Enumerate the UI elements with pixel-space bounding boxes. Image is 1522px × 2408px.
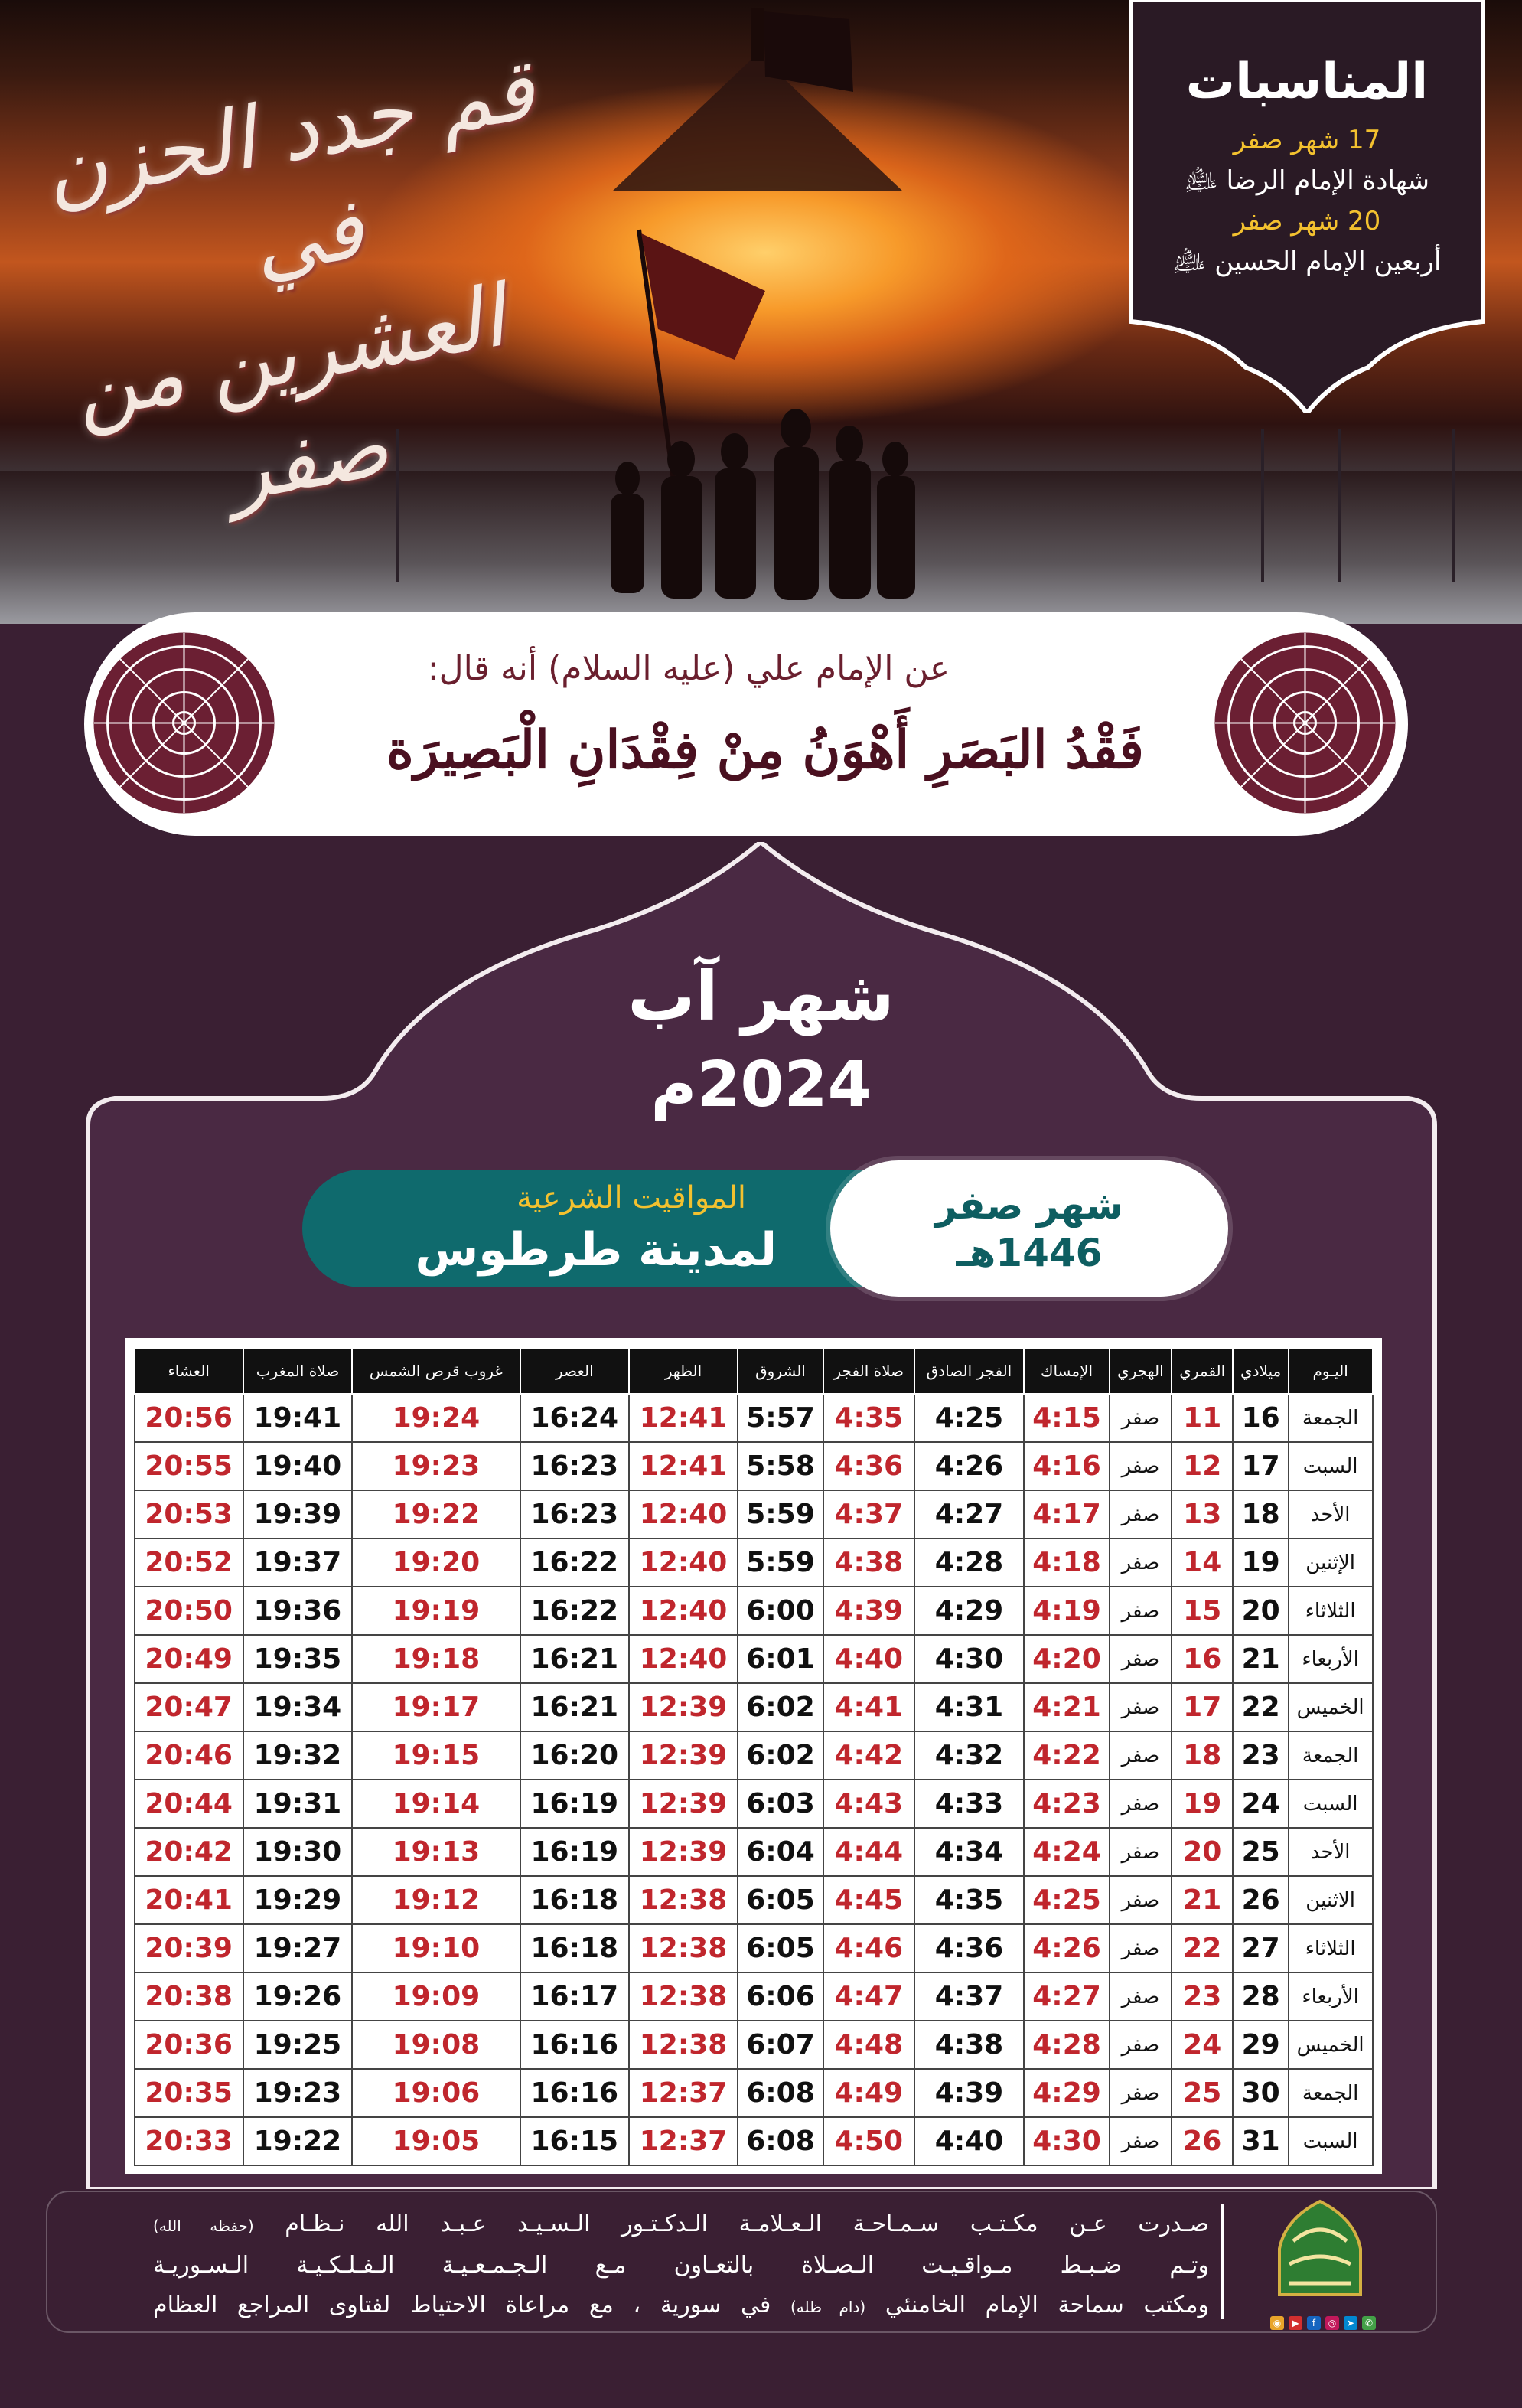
table-cell: 19:12 bbox=[352, 1876, 520, 1924]
occasion-date-1: 17 شهر صفر bbox=[1233, 125, 1381, 155]
table-cell: 19:24 bbox=[352, 1394, 520, 1442]
table-cell: 20:46 bbox=[135, 1731, 243, 1780]
table-cell: 17 bbox=[1172, 1683, 1234, 1731]
table-cell: 19:15 bbox=[352, 1731, 520, 1780]
table-row bbox=[135, 1924, 1373, 1972]
table-cell: الأربعاء bbox=[1289, 1635, 1373, 1683]
table-cell: صفر bbox=[1110, 1828, 1172, 1876]
table-cell: الثلاثاء bbox=[1289, 1587, 1373, 1635]
table-cell: 4:36 bbox=[823, 1442, 914, 1490]
table-cell: 19:20 bbox=[352, 1538, 520, 1587]
table-cell: 4:41 bbox=[823, 1683, 914, 1731]
footer-text bbox=[153, 2204, 1209, 2327]
table-cell: 19:36 bbox=[243, 1587, 352, 1635]
table-cell: 16:24 bbox=[520, 1394, 629, 1442]
table-cell: 6:06 bbox=[738, 1972, 823, 2021]
table-cell: 4:28 bbox=[1024, 2021, 1110, 2069]
table-cell: 16:21 bbox=[520, 1683, 629, 1731]
prayer-times-table-container bbox=[125, 1338, 1382, 2174]
table-cell: السبت bbox=[1289, 1442, 1373, 1490]
table-cell: 19:29 bbox=[243, 1876, 352, 1924]
table-cell: 24 bbox=[1172, 2021, 1234, 2069]
table-cell: 20 bbox=[1233, 1587, 1288, 1635]
table-cell: 4:31 bbox=[914, 1683, 1024, 1731]
table-cell: 4:26 bbox=[1024, 1924, 1110, 1972]
occasions-title: المناسبات bbox=[1185, 54, 1429, 110]
table-cell: 5:58 bbox=[738, 1442, 823, 1490]
table-cell: 20:53 bbox=[135, 1490, 243, 1538]
occasions-card bbox=[1116, 0, 1498, 413]
table-cell: 19:30 bbox=[243, 1828, 352, 1876]
table-cell: 4:25 bbox=[1024, 1876, 1110, 1924]
table-cell: 26 bbox=[1172, 2117, 1234, 2165]
table-cell: 16:18 bbox=[520, 1924, 629, 1972]
table-cell: 4:37 bbox=[823, 1490, 914, 1538]
column-header: غروب قرص الشمس bbox=[352, 1348, 520, 1394]
table-cell: 4:43 bbox=[823, 1780, 914, 1828]
table-cell: 6:02 bbox=[738, 1683, 823, 1731]
table-cell: 19:32 bbox=[243, 1731, 352, 1780]
table-cell: 20:41 bbox=[135, 1876, 243, 1924]
table-cell: 19:22 bbox=[243, 2117, 352, 2165]
table-cell: 16:19 bbox=[520, 1828, 629, 1876]
prayer-times-table bbox=[134, 1347, 1374, 2166]
table-cell: 4:19 bbox=[1024, 1587, 1110, 1635]
table-cell: 12:39 bbox=[629, 1683, 738, 1731]
table-cell: 21 bbox=[1172, 1876, 1234, 1924]
hijri-badge bbox=[830, 1160, 1228, 1297]
table-cell: 6:08 bbox=[738, 2069, 823, 2117]
occasion-date-2: 20 شهر صفر bbox=[1233, 206, 1381, 237]
table-cell: 19:18 bbox=[352, 1635, 520, 1683]
table-cell: الاثنين bbox=[1289, 1876, 1373, 1924]
table-cell: 4:32 bbox=[914, 1731, 1024, 1780]
footer-line-2: وتـم ضـبـط مـواقـيـت الـصـلاة بالتعـاون مـع الـجـمـعـيـة الـفـلـكـيـة الـسـوريـة bbox=[153, 2252, 1209, 2279]
table-cell: 12:41 bbox=[629, 1394, 738, 1442]
table-cell: 6:03 bbox=[738, 1780, 823, 1828]
table-cell: 19:09 bbox=[352, 1972, 520, 2021]
youtube-icon[interactable]: ▶ bbox=[1289, 2316, 1302, 2330]
table-cell: 24 bbox=[1233, 1780, 1288, 1828]
column-header: ميلادي bbox=[1233, 1348, 1288, 1394]
table-cell: 12:38 bbox=[629, 1972, 738, 2021]
table-cell: 20:33 bbox=[135, 2117, 243, 2165]
table-cell: الجمعة bbox=[1289, 1394, 1373, 1442]
table-cell: صفر bbox=[1110, 1587, 1172, 1635]
calligraphy-line-1: قم جدد الحزن في bbox=[37, 39, 542, 295]
table-cell: 6:02 bbox=[738, 1731, 823, 1780]
table-cell: 4:24 bbox=[1024, 1828, 1110, 1876]
telegram-icon[interactable]: ➤ bbox=[1344, 2316, 1357, 2330]
table-cell: 11 bbox=[1172, 1394, 1234, 1442]
hijri-year: 1446هـ bbox=[956, 1231, 1103, 1275]
table-body bbox=[135, 1394, 1373, 2165]
table-cell: 19:34 bbox=[243, 1683, 352, 1731]
table-cell: 16:19 bbox=[520, 1780, 629, 1828]
footer-note-2: (دام ظله) bbox=[790, 2298, 866, 2316]
table-cell: 4:34 bbox=[914, 1828, 1024, 1876]
table-cell: 16 bbox=[1172, 1635, 1234, 1683]
table-cell: 19:10 bbox=[352, 1924, 520, 1972]
city-name: لمدينة طرطوس bbox=[415, 1223, 777, 1277]
table-cell: 12:40 bbox=[629, 1538, 738, 1587]
table-cell: 4:36 bbox=[914, 1924, 1024, 1972]
table-cell: السبت bbox=[1289, 2117, 1373, 2165]
table-cell: 19 bbox=[1172, 1780, 1234, 1828]
table-row bbox=[135, 1442, 1373, 1490]
table-cell: 23 bbox=[1233, 1731, 1288, 1780]
table-cell: 19:14 bbox=[352, 1780, 520, 1828]
footer-divider bbox=[1221, 2204, 1224, 2319]
table-cell: 4:37 bbox=[914, 1972, 1024, 2021]
table-header-row bbox=[135, 1348, 1373, 1394]
table-cell: 20:38 bbox=[135, 1972, 243, 2021]
table-cell: 6:05 bbox=[738, 1924, 823, 1972]
table-cell: 4:26 bbox=[914, 1442, 1024, 1490]
table-cell: 12:37 bbox=[629, 2117, 738, 2165]
table-cell: 18 bbox=[1233, 1490, 1288, 1538]
table-cell: الخميس bbox=[1289, 1683, 1373, 1731]
table-cell: 4:16 bbox=[1024, 1442, 1110, 1490]
table-cell: 23 bbox=[1172, 1972, 1234, 2021]
table-cell: 12:37 bbox=[629, 2069, 738, 2117]
table-cell: 19:08 bbox=[352, 2021, 520, 2069]
table-row bbox=[135, 1683, 1373, 1731]
table-cell: 12:40 bbox=[629, 1490, 738, 1538]
table-cell: 22 bbox=[1233, 1683, 1288, 1731]
table-cell: 19:19 bbox=[352, 1587, 520, 1635]
instagram-icon[interactable]: ◎ bbox=[1325, 2316, 1339, 2330]
table-row bbox=[135, 1876, 1373, 1924]
table-cell: 4:44 bbox=[823, 1828, 914, 1876]
table-cell: 4:17 bbox=[1024, 1490, 1110, 1538]
occasion-event-2: أربعين الإمام الحسين ﵇ bbox=[1172, 246, 1442, 277]
table-cell: صفر bbox=[1110, 1972, 1172, 2021]
table-cell: صفر bbox=[1110, 1731, 1172, 1780]
table-cell: صفر bbox=[1110, 2069, 1172, 2117]
column-header: العصر bbox=[520, 1348, 629, 1394]
table-cell: 12:39 bbox=[629, 1780, 738, 1828]
table-cell: 22 bbox=[1172, 1924, 1234, 1972]
table-cell: 20:50 bbox=[135, 1587, 243, 1635]
table-cell: الخميس bbox=[1289, 2021, 1373, 2069]
table-cell: 12:39 bbox=[629, 1828, 738, 1876]
table-cell: 4:40 bbox=[914, 2117, 1024, 2165]
table-cell: 16:21 bbox=[520, 1635, 629, 1683]
column-header: القمري bbox=[1172, 1348, 1234, 1394]
table-cell: 19:06 bbox=[352, 2069, 520, 2117]
table-cell: 4:28 bbox=[914, 1538, 1024, 1587]
table-row bbox=[135, 2117, 1373, 2165]
table-cell: 25 bbox=[1233, 1828, 1288, 1876]
table-cell: 19:26 bbox=[243, 1972, 352, 2021]
table-cell: الأربعاء bbox=[1289, 1972, 1373, 2021]
quote-text: فَقْدُ البَصَرِ أَهْوَنُ مِنْ فِقْدَانِ الْبَصِيرَة bbox=[386, 719, 1144, 781]
table-cell: 4:47 bbox=[823, 1972, 914, 2021]
table-cell: 16:16 bbox=[520, 2069, 629, 2117]
table-cell: 4:46 bbox=[823, 1924, 914, 1972]
table-cell: 19:40 bbox=[243, 1442, 352, 1490]
column-header: الظهر bbox=[629, 1348, 738, 1394]
table-cell: صفر bbox=[1110, 1442, 1172, 1490]
table-row bbox=[135, 1587, 1373, 1635]
table-cell: 4:27 bbox=[1024, 1972, 1110, 2021]
table-row bbox=[135, 1635, 1373, 1683]
table-cell: 20:52 bbox=[135, 1538, 243, 1587]
table-cell: 30 bbox=[1233, 2069, 1288, 2117]
table-cell: 12:40 bbox=[629, 1587, 738, 1635]
table-cell: 19:17 bbox=[352, 1683, 520, 1731]
footer-line-3: ومكتب سماحة الإمام الخامنئي (دام ظله) في سورية ، مع مراعاة الاحتياط لفتاوى المراجع العظام bbox=[153, 2292, 1209, 2318]
table-cell: 26 bbox=[1233, 1876, 1288, 1924]
table-cell: الجمعة bbox=[1289, 1731, 1373, 1780]
table-cell: 16:16 bbox=[520, 2021, 629, 2069]
table-row bbox=[135, 1731, 1373, 1780]
hero-calligraphy bbox=[31, 39, 566, 521]
month-title: شهر آب bbox=[627, 957, 895, 1036]
table-cell: صفر bbox=[1110, 1683, 1172, 1731]
table-cell: 20:44 bbox=[135, 1780, 243, 1828]
table-cell: 4:23 bbox=[1024, 1780, 1110, 1828]
month-year: 2024م bbox=[650, 1049, 872, 1121]
table-cell: الجمعة bbox=[1289, 2069, 1373, 2117]
table-cell: صفر bbox=[1110, 1538, 1172, 1587]
table-cell: 20:49 bbox=[135, 1635, 243, 1683]
table-cell: 19:05 bbox=[352, 2117, 520, 2165]
table-cell: 12:38 bbox=[629, 2021, 738, 2069]
table-cell: 17 bbox=[1233, 1442, 1288, 1490]
rosette-ornament-left-icon bbox=[90, 629, 278, 817]
table-cell: 16:22 bbox=[520, 1587, 629, 1635]
table-cell: 20 bbox=[1172, 1828, 1234, 1876]
table-cell: 19:37 bbox=[243, 1538, 352, 1587]
table-cell: 19:41 bbox=[243, 1394, 352, 1442]
table-cell: 20:36 bbox=[135, 2021, 243, 2069]
table-cell: 5:57 bbox=[738, 1394, 823, 1442]
table-cell: 4:48 bbox=[823, 2021, 914, 2069]
table-cell: 16:20 bbox=[520, 1731, 629, 1780]
table-row bbox=[135, 1490, 1373, 1538]
table-cell: 4:40 bbox=[823, 1635, 914, 1683]
table-cell: 28 bbox=[1233, 1972, 1288, 2021]
table-row bbox=[135, 1394, 1373, 1442]
table-cell: صفر bbox=[1110, 2021, 1172, 2069]
table-cell: 12:40 bbox=[629, 1635, 738, 1683]
table-cell: صفر bbox=[1110, 1876, 1172, 1924]
table-cell: 20:39 bbox=[135, 1924, 243, 1972]
table-row bbox=[135, 1538, 1373, 1587]
podcast-icon[interactable]: ◉ bbox=[1270, 2316, 1284, 2330]
table-cell: صفر bbox=[1110, 1635, 1172, 1683]
table-cell: 16:22 bbox=[520, 1538, 629, 1587]
table-cell: 19:27 bbox=[243, 1924, 352, 1972]
table-row bbox=[135, 1828, 1373, 1876]
whatsapp-icon[interactable]: ✆ bbox=[1362, 2316, 1376, 2330]
table-cell: 4:35 bbox=[823, 1394, 914, 1442]
table-cell: 16 bbox=[1233, 1394, 1288, 1442]
table-cell: 5:59 bbox=[738, 1490, 823, 1538]
table-cell: 27 bbox=[1233, 1924, 1288, 1972]
hijri-month: شهر صفر bbox=[934, 1183, 1124, 1228]
table-cell: 4:42 bbox=[823, 1731, 914, 1780]
occasion-event-1: شهادة الإمام الرضا ﵇ bbox=[1185, 165, 1429, 196]
table-cell: 5:59 bbox=[738, 1538, 823, 1587]
timings-label: المواقيت الشرعية bbox=[517, 1180, 746, 1215]
table-cell: 4:38 bbox=[914, 2021, 1024, 2069]
table-cell: 4:30 bbox=[914, 1635, 1024, 1683]
table-cell: 4:21 bbox=[1024, 1683, 1110, 1731]
table-cell: 16:15 bbox=[520, 2117, 629, 2165]
table-cell: صفر bbox=[1110, 1924, 1172, 1972]
table-cell: 29 bbox=[1233, 2021, 1288, 2069]
table-cell: 14 bbox=[1172, 1538, 1234, 1587]
table-cell: 4:35 bbox=[914, 1876, 1024, 1924]
table-cell: 6:08 bbox=[738, 2117, 823, 2165]
table-cell: 31 bbox=[1233, 2117, 1288, 2165]
table-cell: 19:31 bbox=[243, 1780, 352, 1828]
table-cell: 25 bbox=[1172, 2069, 1234, 2117]
column-header: صلاة الفجر bbox=[823, 1348, 914, 1394]
table-cell: 19:39 bbox=[243, 1490, 352, 1538]
table-cell: 4:49 bbox=[823, 2069, 914, 2117]
table-cell: 19:23 bbox=[243, 2069, 352, 2117]
table-cell: 6:05 bbox=[738, 1876, 823, 1924]
table-cell: 4:29 bbox=[1024, 2069, 1110, 2117]
table-cell: 12:41 bbox=[629, 1442, 738, 1490]
column-header: الشروق bbox=[738, 1348, 823, 1394]
table-cell: 16:18 bbox=[520, 1876, 629, 1924]
column-header: الإمساك bbox=[1024, 1348, 1110, 1394]
table-row bbox=[135, 1972, 1373, 2021]
table-cell: 20:56 bbox=[135, 1394, 243, 1442]
table-cell: 4:45 bbox=[823, 1876, 914, 1924]
table-cell: 19:25 bbox=[243, 2021, 352, 2069]
footer-note-1: (حفظه الله) bbox=[153, 2217, 254, 2235]
table-cell: 4:29 bbox=[914, 1587, 1024, 1635]
table-cell: 12:39 bbox=[629, 1731, 738, 1780]
table-row bbox=[135, 1780, 1373, 1828]
table-cell: 4:25 bbox=[914, 1394, 1024, 1442]
table-cell: 13 bbox=[1172, 1490, 1234, 1538]
table-cell: السبت bbox=[1289, 1780, 1373, 1828]
social-icons bbox=[1270, 2316, 1376, 2330]
table-cell: الأحد bbox=[1289, 1828, 1373, 1876]
table-cell: 6:00 bbox=[738, 1587, 823, 1635]
table-cell: 4:18 bbox=[1024, 1538, 1110, 1587]
table-cell: 12 bbox=[1172, 1442, 1234, 1490]
table-cell: 4:20 bbox=[1024, 1635, 1110, 1683]
table-cell: 20:55 bbox=[135, 1442, 243, 1490]
table-cell: 21 bbox=[1233, 1635, 1288, 1683]
table-cell: 19:35 bbox=[243, 1635, 352, 1683]
table-cell: صفر bbox=[1110, 2117, 1172, 2165]
table-cell: صفر bbox=[1110, 1780, 1172, 1828]
table-row bbox=[135, 2021, 1373, 2069]
table-cell: صفر bbox=[1110, 1490, 1172, 1538]
column-header: اليـوم bbox=[1289, 1348, 1373, 1394]
table-row bbox=[135, 2069, 1373, 2117]
table-cell: 4:30 bbox=[1024, 2117, 1110, 2165]
table-cell: 4:50 bbox=[823, 2117, 914, 2165]
table-cell: 20:47 bbox=[135, 1683, 243, 1731]
column-header: العشاء bbox=[135, 1348, 243, 1394]
table-cell: 16:23 bbox=[520, 1490, 629, 1538]
table-cell: 16:17 bbox=[520, 1972, 629, 2021]
table-cell: 6:04 bbox=[738, 1828, 823, 1876]
table-cell: الأحد bbox=[1289, 1490, 1373, 1538]
table-cell: الثلاثاء bbox=[1289, 1924, 1373, 1972]
table-cell: 4:39 bbox=[823, 1587, 914, 1635]
table-cell: 4:15 bbox=[1024, 1394, 1110, 1442]
table-cell: 19:23 bbox=[352, 1442, 520, 1490]
table-cell: 20:42 bbox=[135, 1828, 243, 1876]
table-cell: 19:13 bbox=[352, 1828, 520, 1876]
table-cell: 6:01 bbox=[738, 1635, 823, 1683]
table-cell: 4:22 bbox=[1024, 1731, 1110, 1780]
table-cell: 4:27 bbox=[914, 1490, 1024, 1538]
table-cell: الإثنين bbox=[1289, 1538, 1373, 1587]
table-cell: 4:38 bbox=[823, 1538, 914, 1587]
calligraphy-line-2: العشرين من صفر bbox=[67, 266, 512, 521]
table-cell: 15 bbox=[1172, 1587, 1234, 1635]
table-cell: 4:33 bbox=[914, 1780, 1024, 1828]
table-cell: 16:23 bbox=[520, 1442, 629, 1490]
table-cell: صفر bbox=[1110, 1394, 1172, 1442]
table-cell: 19:22 bbox=[352, 1490, 520, 1538]
column-header: الهجري bbox=[1110, 1348, 1172, 1394]
footer-line-1: صـدرت عـن مكـتـب سـمـاحـة الـعـلامـة الـدكـتـور الـسـيـد عـبـد الله نـظـام (حفظه الله) bbox=[153, 2211, 1209, 2237]
table-cell: 20:35 bbox=[135, 2069, 243, 2117]
table-cell: 19 bbox=[1233, 1538, 1288, 1587]
quote-intro: عن الإمام علي (عليه السلام) أنه قال: bbox=[427, 649, 950, 688]
table-cell: 6:07 bbox=[738, 2021, 823, 2069]
table-cell: 18 bbox=[1172, 1731, 1234, 1780]
column-header: الفجر الصادق bbox=[914, 1348, 1024, 1394]
hero-banner bbox=[0, 0, 1522, 624]
table-cell: 12:38 bbox=[629, 1876, 738, 1924]
column-header: صلاة المغرب bbox=[243, 1348, 352, 1394]
table-cell: 4:39 bbox=[914, 2069, 1024, 2117]
office-logo-icon bbox=[1263, 2195, 1377, 2310]
facebook-icon[interactable]: f bbox=[1307, 2316, 1321, 2330]
table-cell: 12:38 bbox=[629, 1924, 738, 1972]
